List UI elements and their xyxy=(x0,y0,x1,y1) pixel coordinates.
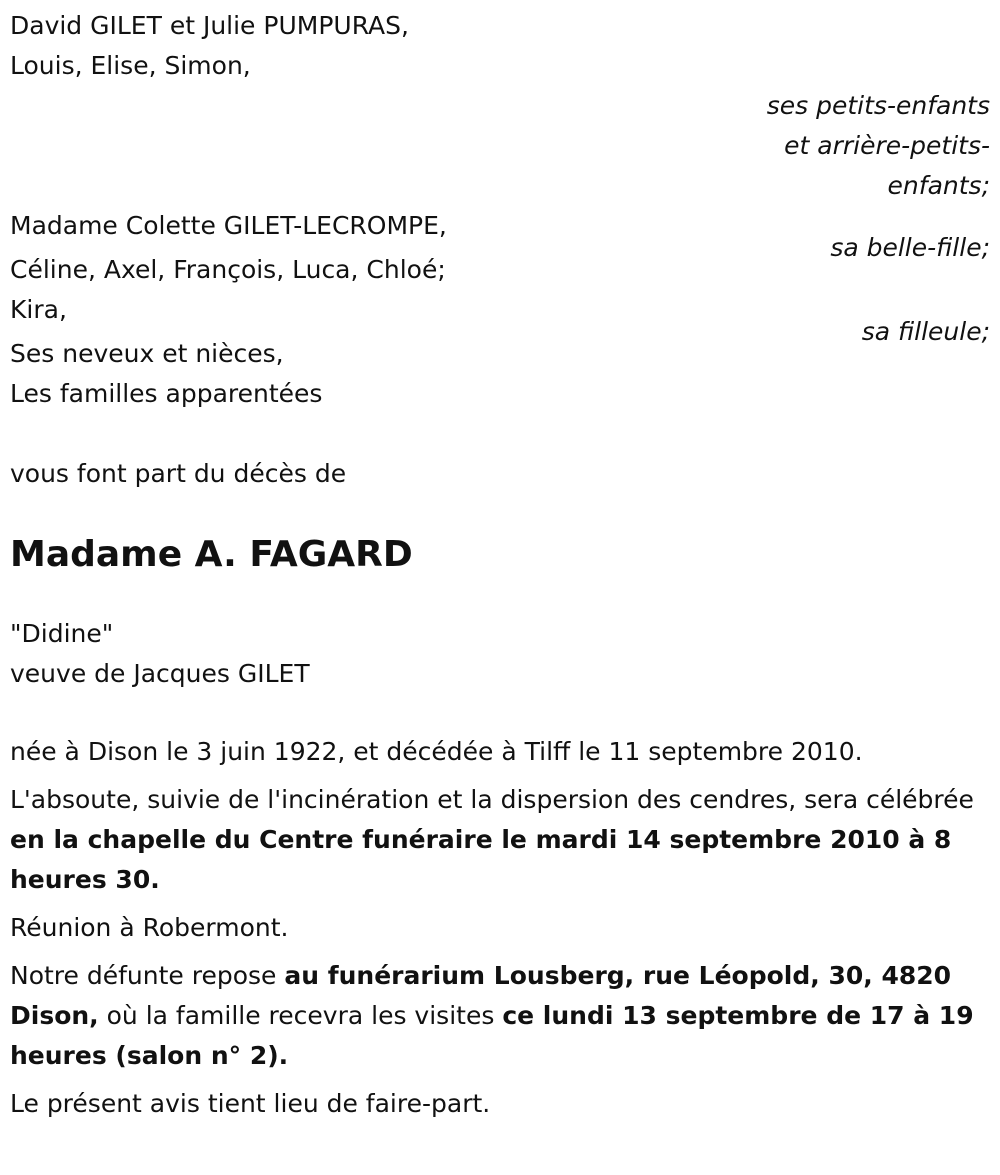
role-goddaughter: sa filleule; xyxy=(861,317,990,346)
ceremony-location-date: en la chapelle du Centre funéraire le mardi 14 septembre 2010 à 8 heures 30. xyxy=(10,825,952,894)
deceased-name: Madame A. FAGARD xyxy=(10,534,413,575)
funeral-home-address: au funérarium Lousberg, rue Léopold, 30, 4820 Dison, xyxy=(10,961,952,1030)
ceremony-text: L'absoute, suivie de l'incinération et la dispersion des cendres, sera célébrée xyxy=(10,785,974,814)
family-section xyxy=(10,6,990,414)
role-grandchildren-line3: enfants; xyxy=(887,171,990,200)
family-line-relatives: Les familles apparentées xyxy=(10,379,323,408)
family-line-goddaughter: Kira, xyxy=(10,295,67,324)
resting-text: Notre défunte repose xyxy=(10,961,285,990)
meeting-info: Réunion à Robermont. xyxy=(10,913,289,942)
closing-note: Le présent avis tient lieu de faire-part. xyxy=(10,1089,491,1118)
resting-info xyxy=(10,956,990,1076)
role-daughter-in-law: sa belle-fille; xyxy=(830,233,990,262)
family-line-daughter-in-law: Madame Colette GILET-LECROMPE, xyxy=(10,211,447,240)
role-grandchildren xyxy=(10,86,990,206)
birth-death-info: née à Dison le 3 juin 1922, et décédée à Tilff le 11 septembre 2010. xyxy=(10,737,863,766)
role-grandchildren-line2: et arrière-petits- xyxy=(784,131,990,160)
visit-schedule: ce lundi 13 septembre de 17 à 19 heures (salon n° 2). xyxy=(10,1001,974,1070)
family-line-grandchildren-parents: David GILET et Julie PUMPURAS, xyxy=(10,11,409,40)
announcement-intro: vous font part du décès de xyxy=(10,459,347,488)
family-line-names: Céline, Axel, François, Luca, Chloé; xyxy=(10,255,446,284)
obituary-notice xyxy=(10,6,990,1132)
deceased-nickname: "Didine" xyxy=(10,619,114,648)
role-grandchildren-line1: ses petits-enfants xyxy=(766,91,990,120)
ceremony-info xyxy=(10,780,990,900)
family-line-nephews: Ses neveux et nièces, xyxy=(10,339,284,368)
deceased-widow-of: veuve de Jacques GILET xyxy=(10,659,310,688)
family-line-grandchildren: Louis, Elise, Simon, xyxy=(10,51,251,80)
visit-text: où la famille recevra les visites xyxy=(98,1001,503,1030)
